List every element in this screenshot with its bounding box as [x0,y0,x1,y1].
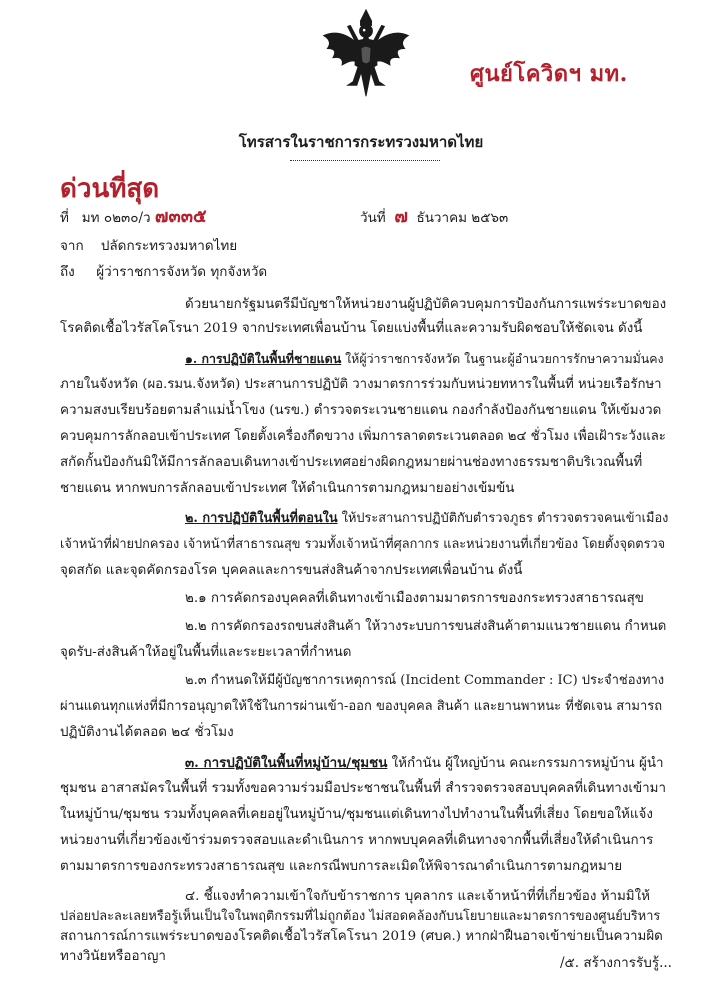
item4-line: ปล่อยปละละเลยหรือรู้เห็นเป็นใจในพฤติกรรมที่ไม่ถูกต้อง ไม่สอดคล้องกับนโยบายและมาตรการของศูนย์บริหาร [60,909,661,924]
to-label: ถึง [60,264,75,280]
garuda-emblem-icon [320,8,412,100]
covid-center-stamp: ศูนย์โควิดฯ มท. [470,61,628,87]
item3-line: หน่วยงานที่เกี่ยวข้องเข้าร่วมตรวจสอบและดำเนินการ หากพบบุคคลที่เดินทางจากพื้นที่เสี่ยงให้ดำเนินการ [60,833,654,848]
header-divider [290,160,440,161]
item3-line: ตามมาตรการของกระทรวงสาธารณสุข และกรณีพบการละเมิดให้พิจารณาดำเนินการตามกฎหมาย [60,859,623,874]
from-label: จาก [60,238,84,254]
item4-line: ทางวินัยหรืออาญา [60,949,166,964]
date-label: วันที่ [360,210,386,226]
item2-sub3-line: ๒.๓ กำหนดให้มีผู้บัญชาการเหตุการณ์ (Incident Commander : IC) ประจำช่องทาง [185,673,665,688]
item1-line: ควบคุมการลักลอบเข้าประเทศ โดยตั้งเครื่องกีดขวาง เพิ่มการลาดตระเวนตลอด ๒๔ ชั่วโมง เพื่อเฝ้าระวังและ [60,429,666,444]
item2-line: เจ้าหน้าที่ฝ่ายปกครอง เจ้าหน้าที่สาธารณสุข รวมทั้งเจ้าหน้าที่ศุลกากร และหน่วยงานที่เกี่ยวข้อง โดยตั้งจุดตรวจ [60,537,666,552]
to-value: ผู้ว่าราชการจังหวัด ทุกจังหวัด [96,264,268,280]
item4-line: สถานการณ์การแพร่ระบาดของโรคติดเชื้อไวรัสโคโรนา 2019 (ศบค.) หากฝ่าฝืนอาจเข้าข่ายเป็นความผิด [60,929,663,944]
item1-line: สกัดกั้นป้องกันมิให้มีการลักลอบเดินทางเข้าประเทศอย่างผิดกฎหมายผ่านช่องทางธรรมชาติบริเวณพื้นที่ [60,455,643,470]
item2-sub2-line: ๒.๒ การคัดกรองรถขนส่งสินค้า ให้วางระบบการขนส่งสินค้าตามแนวชายแดน กำหนด [185,619,667,634]
item3-heading: ๓. การปฏิบัติในพื้นที่หมู่บ้าน/ชุมชน [185,755,388,771]
item2-sub3-line: ปฏิบัติงานได้ตลอด ๒๔ ชั่วโมง [60,725,234,740]
intro-line: โรคติดเชื้อไวรัสโคโรนา 2019 จากประเทศเพื่อนบ้าน โดยแบ่งพื้นที่และความรับผิดชอบให้ชัดเจน ดังนี้ [60,321,643,336]
item2-heading: ๒. การปฏิบัติในพื้นที่ตอนใน [185,511,338,526]
item1-first-line [185,346,664,372]
item1-text: ให้ผู้ว่าราชการจังหวัด ในฐานะผู้อำนวยการรักษาความมั่นคง [345,351,664,366]
document-number-label: ที่ [60,210,69,226]
item3-line: ในหมู่บ้าน/ชุมชน รวมทั้งบุคคลที่เคยอยู่ในหมู่บ้าน/ชุมชนแต่เดินทางไปทำงานในพื้นที่เสี่ยง โดยขอให้แจ้ง [60,807,653,822]
continuation-marker: /๕. สร้างการรับรู้... [560,955,672,971]
item2-sub3-line: ผ่านแดนทุกแห่งที่มีการอนุญาตให้ใช้ในการผ่านเข้า-ออก ของบุคคล สินค้า และยานพาหนะ ที่ชัดเจน สามารถ [60,699,663,714]
document-header-title: โทรสารในราชการกระทรวงมหาดไทย [238,133,484,151]
item1-heading: ๑. การปฏิบัติในพื้นที่ชายแดน [185,351,342,366]
document-number-handwritten: ๗๓๓๕ [154,206,207,227]
document-number-row [60,208,207,227]
date-month-year: ธันวาคม ๒๕๖๓ [416,210,509,226]
item1-line: ความสงบเรียบร้อยตามลำแม่น้ำโขง (นรข.) ตำรวจตระเวนชายแดน กองกำลังป้องกันชายแดน ให้เข้มงวด [60,403,662,418]
from-value: ปลัดกระทรวงมหาดไทย [100,238,238,254]
document-number-prefix: มท ๐๒๓๐/ว [81,210,151,226]
item1-line: ชายแดน หากพบการลักลอบเข้าประเทศ ให้ดำเนินการตามกฎหมายอย่างเข้มข้น [60,481,515,496]
item2-line: จุดสกัด และจุดคัดกรองโรค บุคคลและการขนส่งสินค้าจากประเทศเพื่อนบ้าน ดังนี้ [60,563,523,578]
urgency-label: ด่วนที่สุด [60,174,160,204]
item3-text: ให้กำนัน ผู้ใหญ่บ้าน คณะกรรมการหมู่บ้าน ผู้นำ [391,756,664,771]
from-row [60,237,237,255]
item4-line: ๔. ชี้แจงทำความเข้าใจกับข้าราชการ บุคลากร และเจ้าหน้าที่ที่เกี่ยวข้อง ห้ามมิให้ [185,889,650,904]
intro-line: ด้วยนายกรัฐมนตรีมีบัญชาให้หน่วยงานผู้ปฏิบัติควบคุมการป้องกันการแพร่ระบาดของ [185,297,667,312]
item1-line: ภายในจังหวัด (ผอ.รมน.จังหวัด) ประสานการปฏิบัติ วางมาตรการร่วมกับหน่วยทหารในพื้นที่ หน่วยเรือรักษา [60,377,662,392]
item2-sub1: ๒.๑ การคัดกรองบุคคลที่เดินทางเข้าเมืองตามมาตรการของกระทรวงสาธารณสุข [185,591,644,606]
date-day-handwritten: ๗ [394,206,408,227]
to-row [60,263,267,281]
date-row [360,208,508,227]
item3-first-line [185,750,664,777]
item2-sub2-line: จุดรับ-ส่งสินค้าให้อยู่ในพื้นที่และระยะเวลาที่กำหนด [60,645,352,660]
item3-line: ชุมชน อาสาสมัครในพื้นที่ รวมทั้งขอความร่วมมือประชาชนในพื้นที่ สำรวจตรวจสอบบุคคลที่เดินทางเข้ามา [60,781,666,796]
item2-text: ให้ประสานการปฏิบัติกับตำรวจภูธร ตำรวจตรวจคนเข้าเมือง [341,511,669,526]
item2-first-line [185,506,668,532]
